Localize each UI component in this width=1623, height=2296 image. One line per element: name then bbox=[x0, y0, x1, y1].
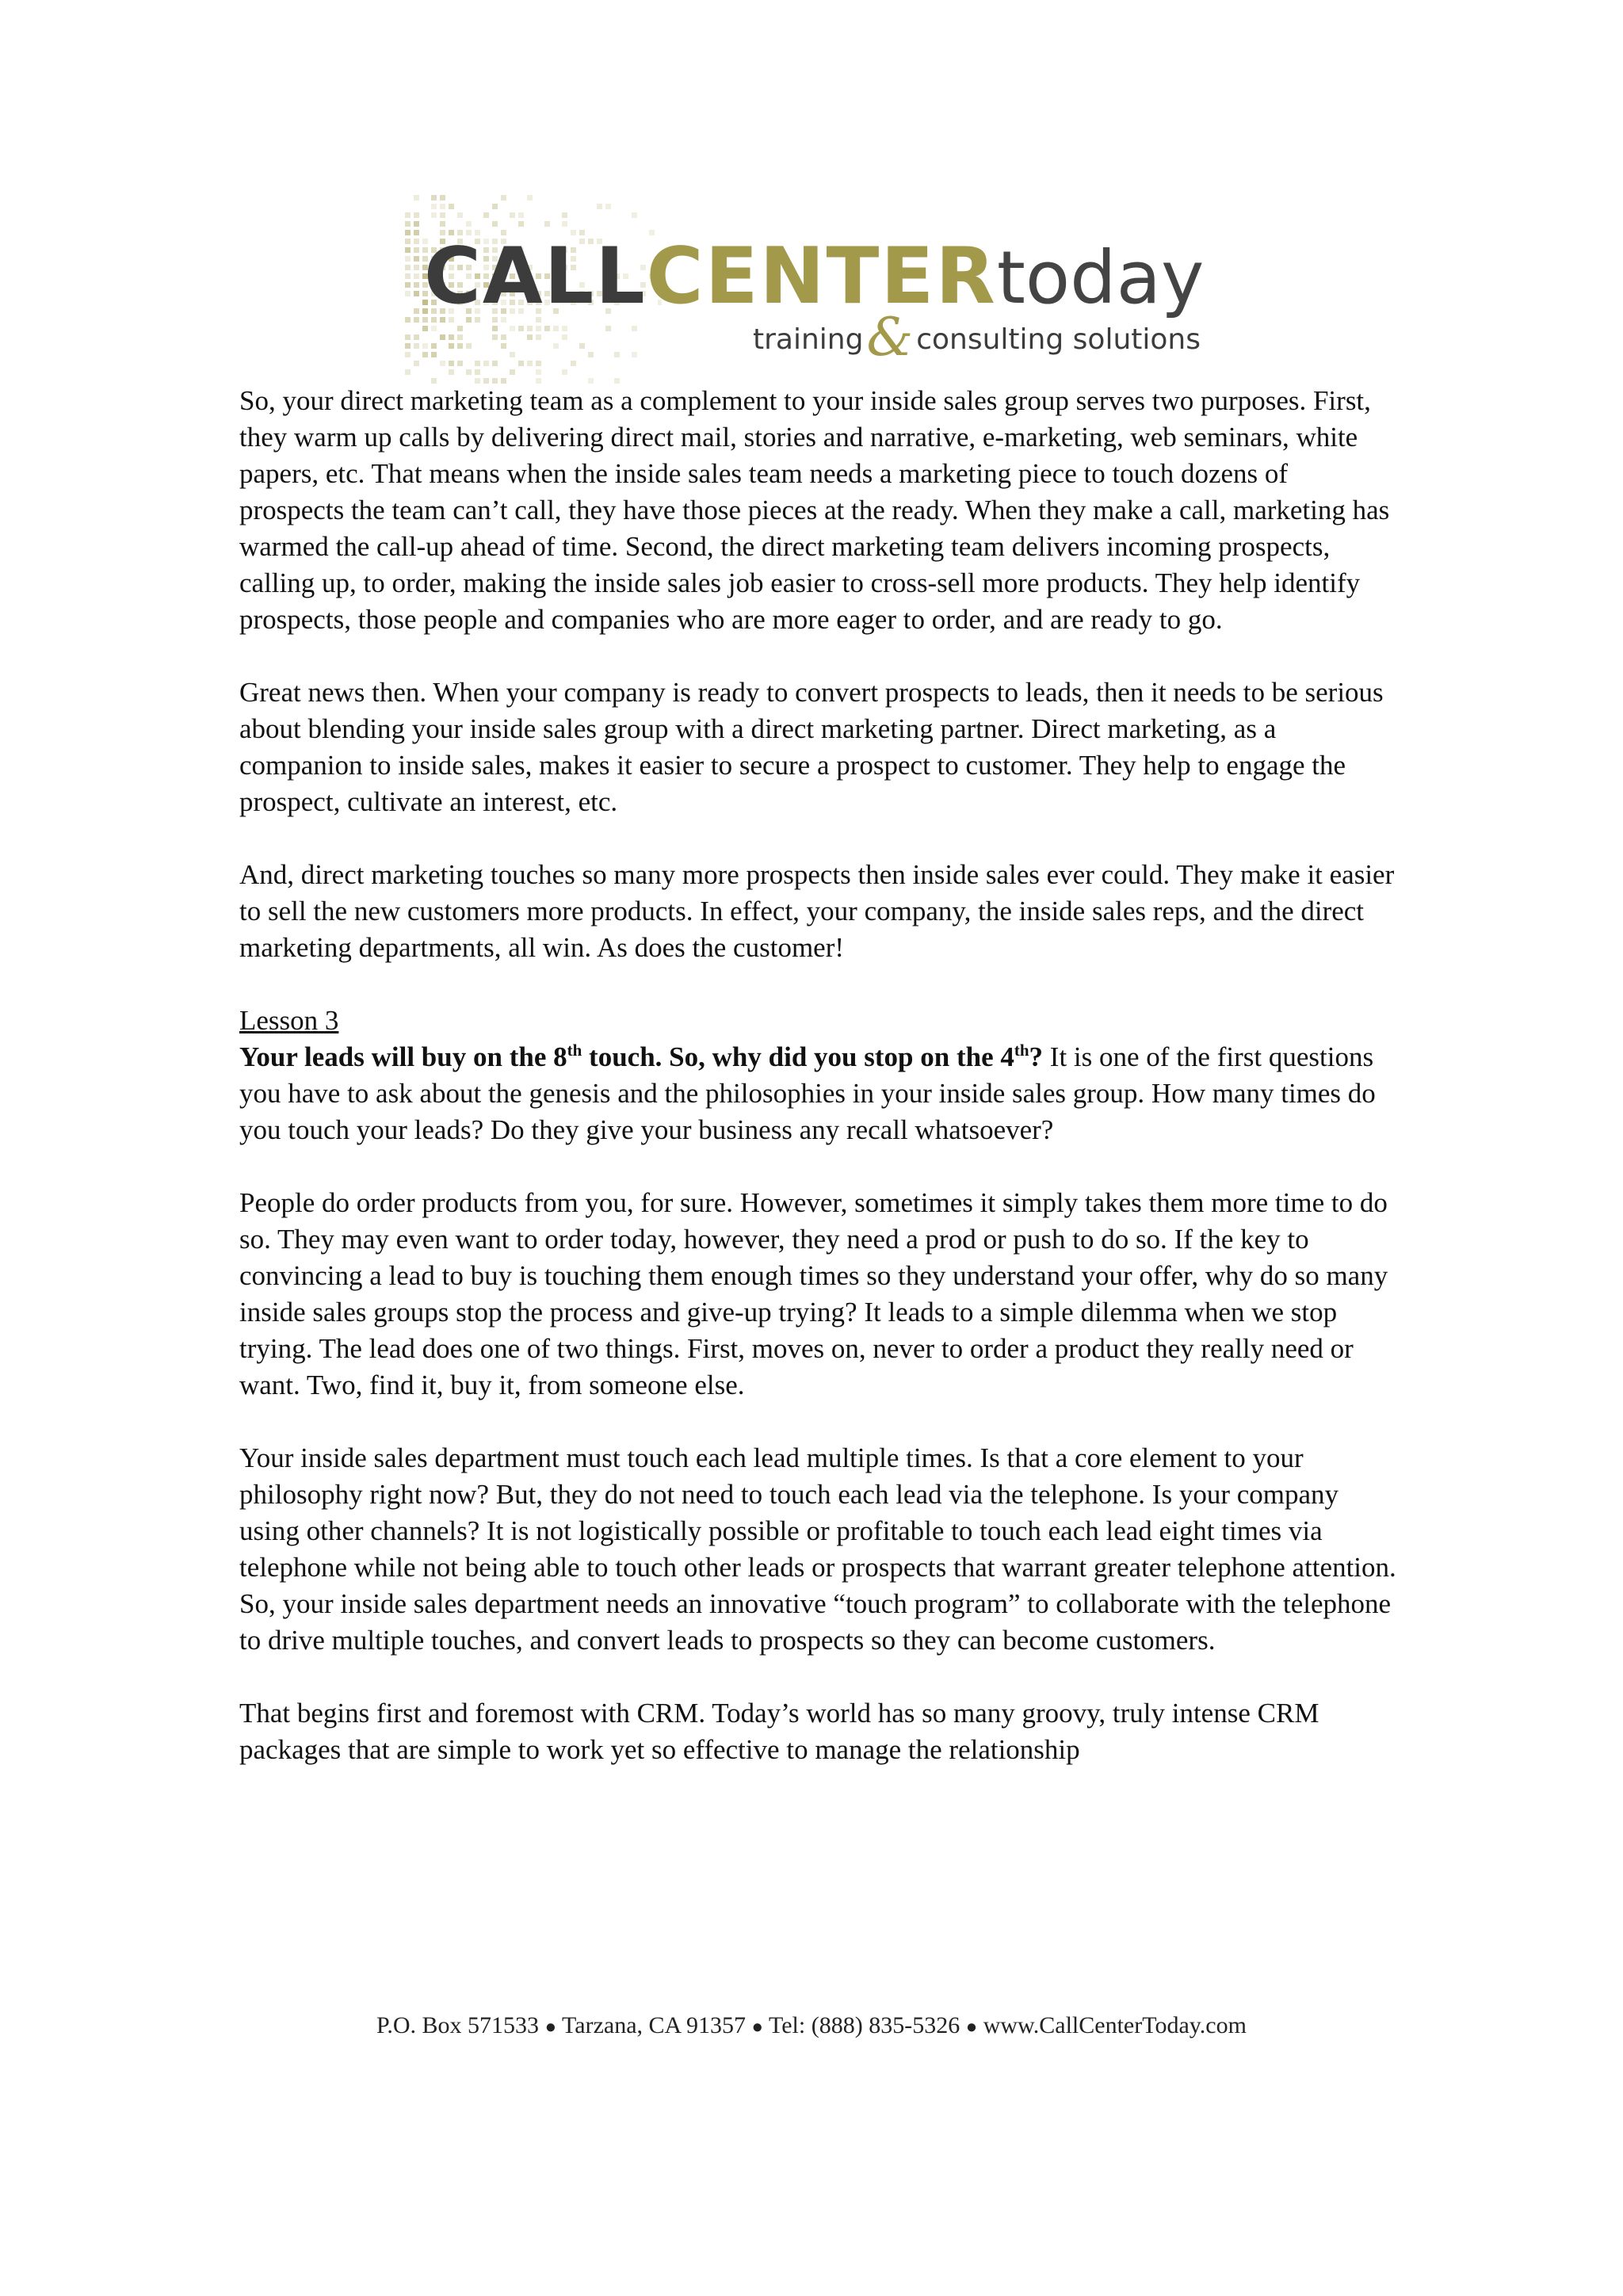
grid-dot bbox=[405, 247, 411, 253]
grid-dot bbox=[422, 343, 428, 349]
grid-dot bbox=[449, 361, 454, 366]
grid-dot bbox=[553, 343, 559, 349]
grid-dot bbox=[414, 239, 419, 244]
grid-dot bbox=[605, 204, 611, 209]
footer-separator: ● bbox=[965, 2017, 978, 2038]
lesson-label: Lesson 3 bbox=[239, 1005, 339, 1036]
grid-dot bbox=[431, 326, 437, 331]
grid-dot bbox=[466, 221, 472, 227]
footer-city: Tarzana, CA 91357 bbox=[562, 2012, 747, 2038]
paragraph-genesis-questions: It is one of the first questions you have to ask about the genesis and the philosophies in your inside sales group. How many times do you touch your leads? Do they give your business any recall whatsoever? bbox=[239, 1041, 1376, 1145]
logo-wordmark bbox=[424, 231, 1205, 322]
grid-dot bbox=[414, 291, 419, 296]
grid-dot bbox=[466, 343, 472, 349]
grid-dot bbox=[414, 256, 419, 262]
grid-dot bbox=[527, 326, 533, 331]
grid-dot bbox=[457, 343, 463, 349]
paragraph-touches-more-prospects: And, direct marketing touches so many more prospects then inside sales ever could. They make it easier to sell the new customers more products. In effect, your company, the inside sales reps, and the direct marketing departments, all win. As does the customer! bbox=[239, 859, 1395, 963]
grid-dot bbox=[431, 212, 437, 218]
footer-po-box: P.O. Box 571533 bbox=[376, 2012, 540, 2038]
grid-dot bbox=[405, 256, 411, 262]
grid-dot bbox=[440, 221, 445, 227]
page-footer bbox=[0, 2010, 1623, 2043]
lesson-heading bbox=[239, 1041, 1043, 1072]
grid-dot bbox=[431, 204, 437, 209]
grid-dot bbox=[405, 273, 411, 279]
grid-dot bbox=[422, 352, 428, 357]
heading-superscript-2: th bbox=[1014, 1041, 1029, 1060]
grid-dot bbox=[457, 361, 463, 366]
paragraph-touch-multiple-times: Your inside sales department must touch each lead multiple times. Is that a core element to your philosophy right now? But, they do not need to touch each lead via the telephone. Is your company using other channels? It is not logistically possible or profitable to touch each lead eight times via telephone while not being able to touch other leads or prospects that warrant greater telephone attention. So, your inside sales department needs an innovative “touch program” to collaborate with the telephone to drive multiple touches, and convert leads to prospects so they can become customers. bbox=[239, 1442, 1396, 1656]
grid-dot bbox=[466, 369, 472, 375]
footer-separator: ● bbox=[751, 2017, 764, 2038]
grid-dot bbox=[571, 361, 576, 366]
grid-dot bbox=[414, 230, 419, 235]
logo-tag-consulting: consulting solutions bbox=[916, 323, 1201, 356]
paragraph-crm: That begins first and foremost with CRM. Today’s world has so many groovy, truly intense CRM packages that are simple to work yet so effective to manage the relationship bbox=[239, 1698, 1319, 1765]
grid-dot bbox=[405, 239, 411, 244]
grid-dot bbox=[457, 334, 463, 340]
grid-dot bbox=[632, 212, 637, 218]
grid-dot bbox=[510, 352, 515, 357]
grid-dot bbox=[492, 334, 498, 340]
footer-phone: Tel: (888) 835-5326 bbox=[769, 2012, 960, 2038]
grid-dot bbox=[492, 361, 498, 366]
grid-dot bbox=[414, 317, 419, 323]
grid-dot bbox=[440, 361, 445, 366]
grid-dot bbox=[588, 352, 594, 357]
grid-dot bbox=[632, 326, 637, 331]
grid-dot bbox=[405, 291, 411, 296]
grid-dot bbox=[492, 326, 498, 331]
grid-dot bbox=[440, 204, 445, 209]
grid-dot bbox=[440, 334, 445, 340]
grid-dot bbox=[414, 334, 419, 340]
logo-tag-training: training bbox=[753, 323, 864, 356]
grid-dot bbox=[527, 334, 533, 340]
grid-dot bbox=[501, 195, 506, 201]
grid-dot bbox=[501, 334, 506, 340]
grid-dot bbox=[414, 343, 419, 349]
heading-part-2: touch. So, why did you stop on the 4 bbox=[582, 1041, 1014, 1072]
grid-dot bbox=[414, 361, 419, 366]
grid-dot bbox=[483, 212, 489, 218]
grid-dot bbox=[414, 195, 419, 201]
grid-dot bbox=[405, 282, 411, 288]
grid-dot bbox=[440, 212, 445, 218]
footer-website: www.CallCenterToday.com bbox=[983, 2012, 1247, 2038]
grid-dot bbox=[562, 221, 567, 227]
logo-word-center: CENTER bbox=[646, 231, 997, 322]
logo-word-today: today bbox=[996, 235, 1205, 320]
grid-dot bbox=[475, 369, 480, 375]
grid-dot bbox=[510, 212, 515, 218]
grid-dot bbox=[605, 326, 611, 331]
grid-dot bbox=[414, 308, 419, 314]
logo-word-call: CALL bbox=[424, 231, 647, 322]
grid-dot bbox=[414, 247, 419, 253]
grid-dot bbox=[536, 334, 541, 340]
grid-dot bbox=[475, 361, 480, 366]
grid-dot bbox=[449, 334, 454, 340]
grid-dot bbox=[536, 369, 541, 375]
grid-dot bbox=[405, 317, 411, 323]
grid-dot bbox=[510, 369, 515, 375]
grid-dot bbox=[544, 221, 550, 227]
grid-dot bbox=[405, 265, 411, 270]
grid-dot bbox=[544, 326, 550, 331]
logo-tagline bbox=[753, 305, 1201, 368]
grid-dot bbox=[562, 326, 567, 331]
grid-dot bbox=[405, 230, 411, 235]
grid-dot bbox=[422, 326, 428, 331]
body-text bbox=[239, 383, 1396, 1768]
grid-dot bbox=[510, 326, 515, 331]
grid-dot bbox=[414, 273, 419, 279]
grid-dot bbox=[562, 369, 567, 375]
grid-dot bbox=[405, 369, 411, 375]
footer-separator: ● bbox=[544, 2017, 557, 2038]
grid-dot bbox=[431, 343, 437, 349]
grid-dot bbox=[449, 204, 454, 209]
paragraph-direct-marketing-purposes: So, your direct marketing team as a complement to your inside sales group serves two purposes. First, they warm up calls by delivering direct mail, stories and narrative, e-marketing, web seminars, white papers, etc. That means when the inside sales team needs a marketing piece to touch dozens of prospects the team can’t call, they have those pieces at the ready. When they make a call, marketing has warmed the call-up ahead of time. Second, the direct marketing team delivers incoming prospects, calling up, to order, making the inside sales job easier to cross-sell more products. They help identify prospects, those people and companies who are more eager to order, and are ready to go. bbox=[239, 385, 1390, 635]
grid-dot bbox=[414, 212, 419, 218]
grid-dot bbox=[449, 369, 454, 375]
grid-dot bbox=[405, 221, 411, 227]
grid-dot bbox=[562, 334, 567, 340]
heading-superscript-1: th bbox=[567, 1041, 582, 1060]
grid-dot bbox=[614, 352, 620, 357]
grid-dot bbox=[457, 326, 463, 331]
grid-dot bbox=[518, 326, 524, 331]
grid-dot bbox=[414, 265, 419, 270]
grid-dot bbox=[562, 212, 567, 218]
grid-dot bbox=[440, 195, 445, 201]
grid-dot bbox=[553, 326, 559, 331]
grid-dot bbox=[449, 343, 454, 349]
logo-tag-ampersand: & bbox=[866, 307, 914, 368]
grid-dot bbox=[501, 343, 506, 349]
grid-dot bbox=[579, 343, 585, 349]
grid-dot bbox=[483, 361, 489, 366]
grid-dot bbox=[518, 212, 524, 218]
paragraph-people-do-order: People do order products from you, for sure. However, sometimes it simply takes them more time to do so. They may even want to order today, however, they need a prod or push to do so. If the key to convincing a lead to buy is touching them enough times so they understand your offer, why do so many inside sales groups stop the process and give-up trying? It leads to a simple dilemma when we stop trying. The lead does one of two things. First, moves on, never to order a product they really need or want. Two, find it, buy it, from someone else. bbox=[239, 1187, 1388, 1400]
heading-part-1: Your leads will buy on the 8 bbox=[239, 1041, 567, 1072]
grid-dot bbox=[405, 343, 411, 349]
grid-dot bbox=[431, 195, 437, 201]
grid-dot bbox=[597, 204, 602, 209]
paragraph-great-news: Great news then. When your company is ready to convert prospects to leads, then it needs to be serious about blending your inside sales group with a direct marketing partner. Direct marketing, as a companion to inside sales, makes it easier to secure a prospect to customer. They help to engage the prospect, cultivate an interest, etc. bbox=[239, 677, 1384, 817]
grid-dot bbox=[518, 221, 524, 227]
grid-dot bbox=[414, 282, 419, 288]
grid-dot bbox=[405, 212, 411, 218]
grid-dot bbox=[527, 195, 533, 201]
grid-dot bbox=[527, 361, 533, 366]
grid-dot bbox=[536, 326, 541, 331]
grid-dot bbox=[414, 221, 419, 227]
grid-dot bbox=[405, 352, 411, 357]
grid-dot bbox=[492, 221, 498, 227]
grid-dot bbox=[518, 361, 524, 366]
callcenter-today-logo bbox=[400, 190, 1228, 384]
grid-dot bbox=[536, 361, 541, 366]
heading-part-3: ? bbox=[1029, 1041, 1044, 1072]
grid-dot bbox=[405, 334, 411, 340]
grid-dot bbox=[431, 352, 437, 357]
grid-dot bbox=[632, 352, 637, 357]
lesson-section bbox=[239, 1003, 1396, 1148]
grid-dot bbox=[457, 212, 463, 218]
grid-dot bbox=[492, 204, 498, 209]
